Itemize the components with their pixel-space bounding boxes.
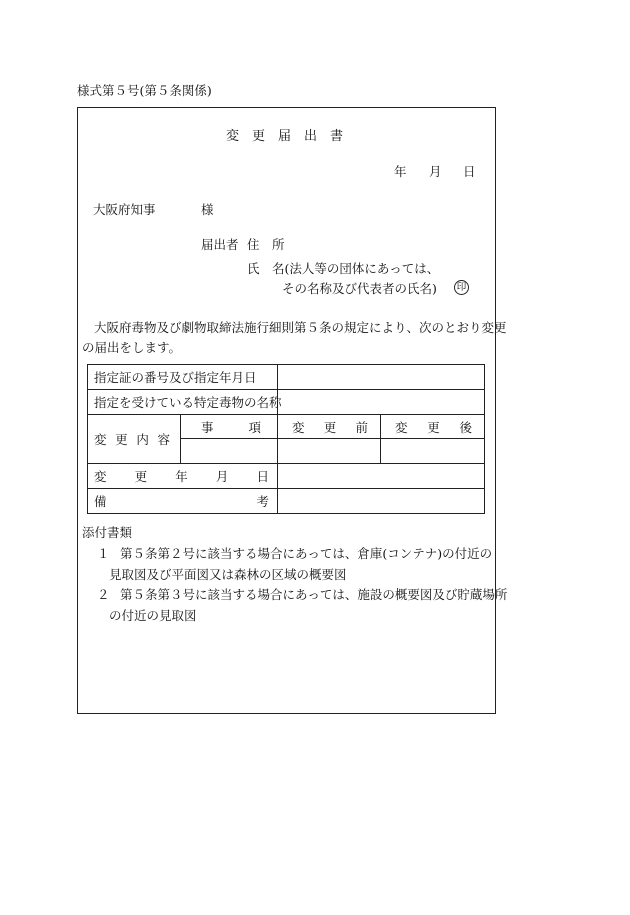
header-char: 変	[395, 419, 408, 435]
address-label: 住 所	[247, 237, 285, 252]
seal-mark: 印	[454, 280, 469, 295]
column-header-after	[381, 415, 485, 439]
date-char: 日	[256, 469, 270, 484]
specified-poison-label: 指定を受けている特定毒物の名称	[88, 390, 278, 415]
change-content-char: 更	[115, 432, 128, 447]
document-title: 変 更 届 出 書	[226, 129, 344, 144]
date-char: 変	[94, 469, 107, 484]
table-row	[88, 464, 485, 489]
notifier-label: 届出者	[201, 237, 239, 252]
change-content-char: 容	[157, 432, 170, 447]
attachment-2-line-1: 第５条第３号に該当する場合にあっては、施設の概要図及び貯蔵場所	[120, 587, 508, 602]
header-char: 項	[248, 419, 262, 435]
remarks-char: 考	[256, 494, 270, 509]
designation-number-label: 指定証の番号及び指定年月日	[88, 365, 278, 390]
header-char: 変	[292, 419, 305, 435]
before-value	[278, 439, 381, 464]
attachment-2-line-2: の付近の見取図	[109, 608, 197, 623]
table-row	[88, 415, 485, 439]
name-label: 氏 名(法人等の団体にあっては、	[247, 261, 440, 276]
designation-number-value	[278, 365, 485, 390]
remarks-char: 備	[94, 494, 107, 509]
table-row	[88, 365, 485, 390]
remarks-value	[278, 489, 485, 514]
item-value	[181, 439, 278, 464]
date-year-label: 年	[394, 164, 407, 179]
change-date-value	[278, 464, 485, 489]
column-header-before	[278, 415, 381, 439]
name-label-continued: その名称及び代表者の氏名)	[282, 281, 437, 296]
header-char: 後	[459, 419, 472, 435]
header-char: 更	[323, 419, 337, 435]
attachments-heading: 添付書類	[82, 525, 133, 540]
change-date-label	[88, 464, 278, 489]
attachment-2-number: ２	[97, 587, 110, 602]
body-paragraph	[82, 316, 507, 359]
date-char: 更	[134, 469, 148, 484]
attachment-1-number: １	[97, 546, 110, 561]
table-row	[88, 489, 485, 514]
addressee-honorific: 様	[201, 202, 214, 217]
header-char: 前	[355, 419, 368, 435]
remarks-label	[88, 489, 278, 514]
change-content-char: 内	[136, 432, 149, 447]
after-value	[381, 439, 485, 464]
attachment-1-line-1: 第５条第２号に該当する場合にあっては、倉庫(コンテナ)の付近の	[120, 546, 493, 561]
header-char: 更	[427, 419, 440, 435]
date-char: 月	[215, 469, 229, 484]
addressee-office: 大阪府知事	[93, 202, 156, 217]
table-row	[88, 390, 485, 415]
column-header-item	[181, 415, 278, 439]
specified-poison-value	[278, 390, 485, 415]
body-line-1: 大阪府毒物及び劇物取締法施行細則第５条の規定により、次のとおり変更	[94, 320, 507, 335]
change-content-label	[88, 415, 181, 464]
body-line-2: の届出をします。	[82, 340, 182, 355]
change-content-char: 変	[94, 432, 107, 447]
date-day-label: 日	[463, 164, 476, 179]
date-char: 年	[175, 469, 188, 484]
attachment-1-line-2: 見取図及び平面図又は森林の区域の概要図	[109, 567, 347, 582]
form-number-label: 様式第５号(第５条関係)	[77, 83, 212, 98]
date-month-label: 月	[429, 164, 442, 179]
header-char: 事	[201, 419, 214, 435]
change-details-table	[87, 364, 485, 514]
